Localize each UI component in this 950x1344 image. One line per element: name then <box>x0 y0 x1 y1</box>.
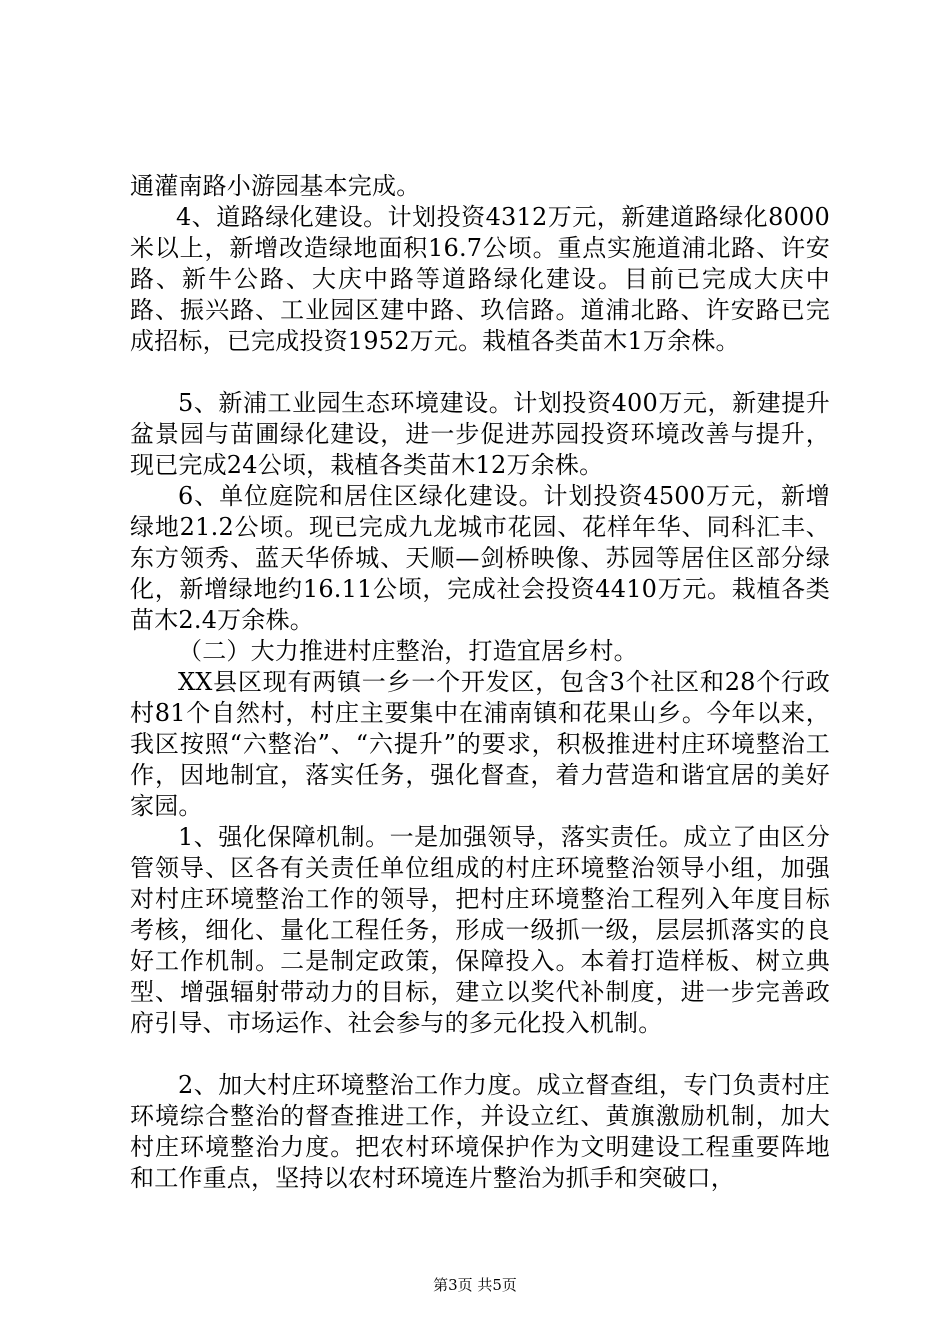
page-footer: 第3页 共5页 <box>433 1276 517 1294</box>
paragraph-residential-greening: 6、单位庭院和居住区绿化建设。计划投资4500万元，新增绿地21.2公顷。现已完成九龙城市花园、花样年华、同科汇丰、东方领秀、蓝天华侨城、天顺—剑桥映像、苏园等居住区部分绿化，新增绿地约16.11公顷，完成社会投资4410万元。栽植各类苗木2.4万余株。 <box>130 482 830 634</box>
paragraph-road-greening: 4、道路绿化建设。计划投资4312万元，新建道路绿化8000米以上，新增改造绿地面积16.7公顷。重点实施道浦北路、许安路、新牛公路、大庆中路等道路绿化建设。目前已完成大庆中路、振兴路、工业园区建中路、玖信路。道浦北路、许安路已完成招标，已完成投资1952万元。栽植各类苗木1万余株。 <box>130 203 830 355</box>
paragraph-rectification-effort: 2、加大村庄环境整治工作力度。成立督查组，专门负责村庄环境综合整治的督查推进工作，并设立红、黄旗激励机制，加大村庄环境整治力度。把农村环境保护作为文明建设工程重要阵地和工作重点，坚持以农村环境连片整治为抓手和突破口， <box>130 1071 830 1192</box>
section-heading-village: （二）大力推进村庄整治，打造宜居乡村。 <box>178 637 638 665</box>
document-body <box>130 171 830 1194</box>
paragraph-continuation: 通灌南路小游园基本完成。 <box>130 172 421 200</box>
paragraph-industrial-park: 5、新浦工业园生态环境建设。计划投资400万元，新建提升盆景园与苗圃绿化建设，进一步促进苏园投资环境改善与提升，现已完成24公顷，栽植各类苗木12万余株。 <box>130 389 830 479</box>
paragraph-village-overview: XX县区现有两镇一乡一个开发区，包含3个社区和28个行政村81个自然村，村庄主要集中在浦南镇和花果山乡。今年以来，我区按照“六整治”、“六提升”的要求，积极推进村庄环境整治工作，因地制宜，落实任务，强化督查，着力营造和谐宜居的美好家园。 <box>130 668 830 820</box>
paragraph-guarantee-mechanism: 1、强化保障机制。一是加强领导，落实责任。成立了由区分管领导、区各有关责任单位组成的村庄环境整治领导小组，加强对村庄环境整治工作的领导，把村庄环境整治工程列入年度目标考核，细化、量化工程任务，形成一级抓一级，层层抓落实的良好工作机制。二是制定政策，保障投入。本着打造样板、树立典型、增强辐射带动力的目标，建立以奖代补制度，进一步完善政府引导、市场运作、社会参与的多元化投入机制。 <box>130 823 830 1037</box>
